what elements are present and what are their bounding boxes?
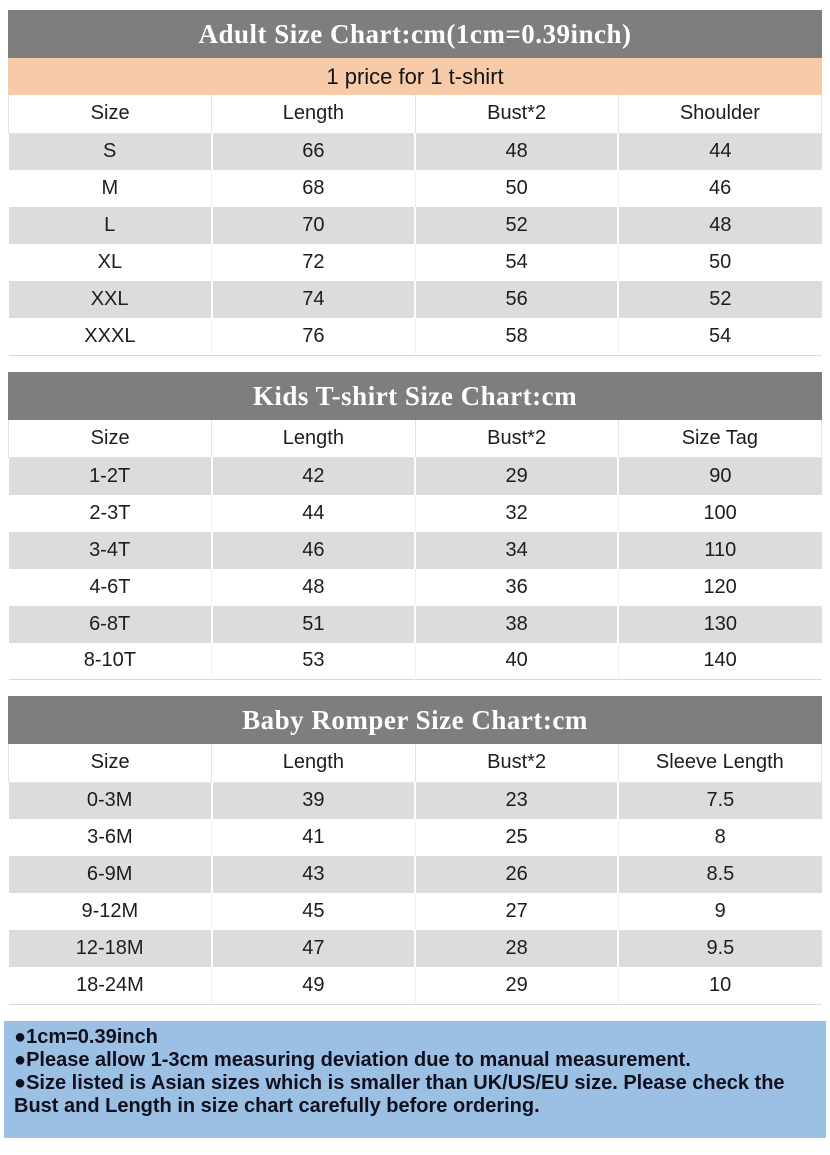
table-cell: 10 [618,967,821,1004]
baby-size-chart-section [8,696,822,1005]
note-line: ●1cm=0.39inch [14,1025,158,1048]
table-cell: 29 [415,458,618,495]
table-cell: 66 [212,133,415,170]
table-cell: 54 [415,244,618,281]
column-header: Sleeve Length [618,744,821,782]
table-cell: 38 [415,606,618,643]
table-row [9,856,822,893]
table-cell: 39 [212,782,415,819]
measurement-notes [4,1021,826,1138]
table-cell: 6-9M [9,856,212,893]
table-cell: 45 [212,893,415,930]
table-cell: 23 [415,782,618,819]
table-cell: 42 [212,458,415,495]
table-cell: 53 [212,643,415,680]
table-cell: 7.5 [618,782,821,819]
table-cell: 50 [415,170,618,207]
table-row [9,170,822,207]
table-cell: 2-3T [9,495,212,532]
adult-size-chart-section [8,10,822,356]
column-header: Size [9,744,212,782]
table-cell: 48 [618,207,821,244]
table-row [9,281,822,318]
table-cell: 18-24M [9,967,212,1004]
table-cell: 52 [618,281,821,318]
table-cell: 44 [212,495,415,532]
column-header-row [9,420,822,458]
table-cell: 8 [618,819,821,856]
table-cell: 46 [618,170,821,207]
table-cell: 27 [415,893,618,930]
table-row [9,819,822,856]
price-note-band: 1 price for 1 t-shirt [8,58,822,95]
table-cell: S [9,133,212,170]
kids-size-table [8,420,822,681]
table-cell: 41 [212,819,415,856]
table-cell: 48 [212,569,415,606]
table-cell: 90 [618,458,821,495]
column-header-row [9,744,822,782]
table-cell: 140 [618,643,821,680]
table-cell: 68 [212,170,415,207]
column-header: Length [212,420,415,458]
table-cell: M [9,170,212,207]
table-row [9,643,822,680]
table-cell: 49 [212,967,415,1004]
table-row [9,318,822,355]
table-row [9,930,822,967]
table-cell: 28 [415,930,618,967]
column-header: Bust*2 [415,420,618,458]
note-line: ●Size listed is Asian sizes which is smaller than UK/US/EU size. Please check the Bust and Length in size chart carefully before ordering. [14,1071,785,1117]
baby-size-table [8,744,822,1005]
kids-size-chart-section [8,372,822,681]
table-cell: 76 [212,318,415,355]
column-header: Length [212,95,415,133]
table-cell: 70 [212,207,415,244]
column-header: Size Tag [618,420,821,458]
table-cell: 26 [415,856,618,893]
table-row [9,495,822,532]
table-row [9,606,822,643]
table-cell: 51 [212,606,415,643]
table-row [9,133,822,170]
table-cell: 4-6T [9,569,212,606]
table-cell: 47 [212,930,415,967]
table-cell: 8-10T [9,643,212,680]
adult-size-table [8,95,822,356]
table-cell: 74 [212,281,415,318]
note-line: ●Please allow 1-3cm measuring deviation due to manual measurement. [14,1048,691,1071]
table-row [9,532,822,569]
column-header: Bust*2 [415,95,618,133]
adult-chart-title: Adult Size Chart:cm(1cm=0.39inch) [8,10,822,58]
table-cell: 100 [618,495,821,532]
column-header: Size [9,95,212,133]
table-row [9,782,822,819]
column-header: Shoulder [618,95,821,133]
column-header: Length [212,744,415,782]
column-header: Bust*2 [415,744,618,782]
table-row [9,244,822,281]
table-cell: XXXL [9,318,212,355]
table-cell: 8.5 [618,856,821,893]
table-cell: 29 [415,967,618,1004]
table-cell: 52 [415,207,618,244]
table-cell: 46 [212,532,415,569]
kids-chart-title: Kids T-shirt Size Chart:cm [8,372,822,420]
table-row [9,967,822,1004]
table-cell: 50 [618,244,821,281]
table-row [9,458,822,495]
table-cell: 36 [415,569,618,606]
table-cell: 12-18M [9,930,212,967]
table-cell: 48 [415,133,618,170]
table-cell: 44 [618,133,821,170]
column-header: Size [9,420,212,458]
table-cell: 58 [415,318,618,355]
table-cell: 9.5 [618,930,821,967]
table-cell: 56 [415,281,618,318]
table-cell: 110 [618,532,821,569]
baby-chart-title: Baby Romper Size Chart:cm [8,696,822,744]
table-cell: XL [9,244,212,281]
table-cell: 25 [415,819,618,856]
table-cell: 32 [415,495,618,532]
table-cell: XXL [9,281,212,318]
table-row [9,893,822,930]
table-row [9,569,822,606]
table-cell: 0-3M [9,782,212,819]
table-cell: 9-12M [9,893,212,930]
table-cell: 72 [212,244,415,281]
table-cell: 3-4T [9,532,212,569]
table-cell: 34 [415,532,618,569]
table-cell: 43 [212,856,415,893]
table-cell: 3-6M [9,819,212,856]
table-cell: L [9,207,212,244]
table-row [9,207,822,244]
table-cell: 1-2T [9,458,212,495]
table-cell: 120 [618,569,821,606]
table-cell: 40 [415,643,618,680]
table-cell: 54 [618,318,821,355]
table-cell: 6-8T [9,606,212,643]
table-cell: 9 [618,893,821,930]
table-cell: 130 [618,606,821,643]
column-header-row [9,95,822,133]
